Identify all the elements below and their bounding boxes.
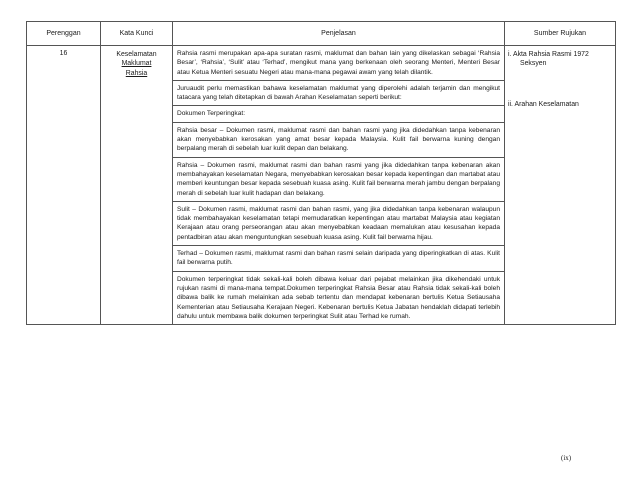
page-number: (ix) [561, 454, 572, 462]
header-penjelasan: Penjelasan [173, 22, 505, 46]
header-sumber-rujukan: Sumber Rujukan [505, 22, 616, 46]
references-cell [505, 46, 616, 325]
keyword-link[interactable]: Rahsia [125, 69, 148, 77]
explanation-paragraph: Rahsia rasmi merupakan apa-apa suratan rasmi, maklumat dan bahan lain yang dikelaskan sebagai ‘Rahsia Besar’, ‘Rahsia’, ‘Sulit’ atau ‘Terhad’, mengikut mana yang berkenaan oleh seorang Menteri, Menteri Besar atau Ketua Menteri sesuatu Negeri atau mana-mana pegawai awam yang telah dilantik. [173, 46, 504, 81]
reference-item-continuation: Seksyen [520, 60, 547, 68]
explanation-cell [173, 46, 505, 325]
paragraph-number: 16 [27, 46, 101, 325]
reference-item: ii. Arahan Keselamatan [508, 100, 579, 108]
keywords-cell [101, 46, 173, 325]
keyword-link[interactable]: Maklumat [121, 60, 152, 68]
explanation-paragraph: Dokumen terperingkat tidak sekali-kali boleh dibawa keluar dari pejabat melainkan jika dikehendaki untuk rujukan rasmi di mana-mana tempat.Dokumen terperingkat Rahsia Besar atau Rahsia tidak sekali-kali boleh dibawa balik ke rumah melainkan ada sebab tertentu dan mendapat kebenaran bertulis Ketua Setiausaha Kementerian atau Setiausaha Kerajaan Negeri. Kebenaran bertulis Ketua Jabatan hendaklah didapati terlebih dahulu untuk membawa balik dokumen terperingkat Sulit atau Terhad ke rumah. [177, 275, 500, 320]
header-kata-kunci: Kata Kunci [101, 22, 173, 46]
explanation-paragraph: Juruaudit perlu memastikan bahawa keselamatan maklumat yang diperolehi adalah terjamin dan mengikut tatacara yang telah ditetapkan di bawah Arahan Keselamatan seperti berikut: [173, 81, 504, 107]
explanation-paragraph: Sulit – Dokumen rasmi, maklumat rasmi dan bahan rasmi, yang jika didedahkan tanpa kebenaran walaupun tidak membahayakan keselamatan tetapi memudaratkan kepentingan atau martabat Malaysia atau kegiatan Kerajaan atau orang perseorangan atau akan menyebabkan keadaan memalukan atau kesusahan kepada pentadbiran atau akan menguntungkan sesebuah kuasa asing. Kulit fail berwarna hijau. [173, 202, 504, 246]
explanation-paragraph: Terhad – Dokumen rasmi, maklumat rasmi dan bahan rasmi selain daripada yang diperingkatkan di atas. Kulit fail berwarna putih. [173, 246, 504, 272]
explanation-paragraph: Rahsia besar – Dokumen rasmi, maklumat rasmi dan bahan rasmi yang jika didedahkan tanpa kebenaran akan menyebabkan kerosakan yang amat besar kepada Malaysia. Kulit fail berwarna kuning dengan berpalang merah di sebelah luar kulit depan dan belakang. [173, 123, 504, 158]
reference-item: i. Akta Rahsia Rasmi 1972 [508, 51, 589, 58]
explanation-paragraph: Rahsia – Dokumen rasmi, maklumat rasmi dan bahan rasmi yang jika didedahkan tanpa kebenaran akan membahayakan keselamatan Negara, menyebabkan kerosakan besar kepada kepentingan dan martabat atau memberi keuntungan besar kepada sesebuah kuasa asing. Kulit fail berwarna merah jambu dengan berpalang merah di sebelah luar kulit hadapan dan belakang. [173, 158, 504, 202]
header-row [27, 22, 616, 46]
table-row [27, 46, 616, 325]
document-table [26, 21, 616, 325]
explanation-paragraph: Dokumen Terperingkat: [173, 106, 504, 122]
keyword: Keselamatan [116, 51, 157, 58]
header-perenggan: Perenggan [27, 22, 101, 46]
